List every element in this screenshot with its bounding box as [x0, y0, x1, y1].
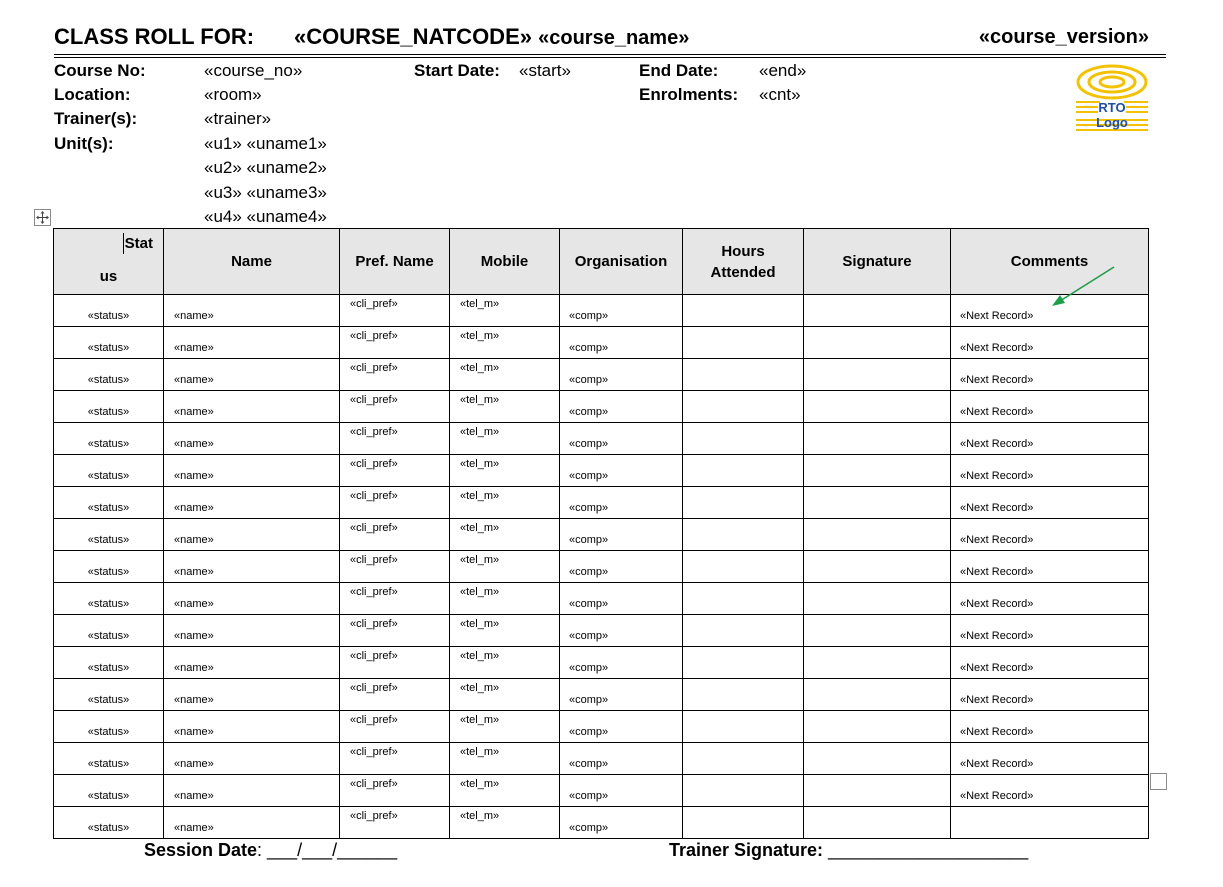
row-signature[interactable] — [804, 327, 951, 359]
row-pref-name: «cli_pref» — [340, 455, 450, 487]
row-mobile: «tel_m» — [450, 327, 560, 359]
table-row — [54, 359, 1149, 391]
row-comment: «Next Record» — [951, 711, 1149, 743]
row-hours-attended[interactable] — [683, 647, 804, 679]
row-signature[interactable] — [804, 519, 951, 551]
row-pref-name: «cli_pref» — [340, 679, 450, 711]
rto-logo — [1074, 64, 1150, 136]
row-signature[interactable] — [804, 423, 951, 455]
row-organisation: «comp» — [560, 743, 683, 775]
row-organisation: «comp» — [560, 775, 683, 807]
row-status: «status» — [54, 807, 164, 839]
session-date-blank: : ___/___/______ — [257, 840, 398, 860]
row-status: «status» — [54, 519, 164, 551]
header-comments: Comments — [951, 229, 1149, 295]
course-code: «COURSE_NATCODE» — [294, 24, 532, 49]
row-comment: «Next Record» — [951, 391, 1149, 423]
table-row — [54, 615, 1149, 647]
row-organisation: «comp» — [560, 615, 683, 647]
header-pref-name: Pref. Name — [340, 229, 450, 295]
title-rule-top — [54, 54, 1166, 55]
row-name: «name» — [164, 423, 340, 455]
row-mobile: «tel_m» — [450, 615, 560, 647]
course-version: «course_version» — [978, 26, 1149, 48]
unit-line: «u3» «uname3» — [204, 183, 327, 202]
table-row — [54, 807, 1149, 839]
row-name: «name» — [164, 743, 340, 775]
row-name: «name» — [164, 295, 340, 327]
units-label: Unit(s): — [54, 134, 114, 153]
row-comment — [951, 807, 1149, 839]
row-hours-attended[interactable] — [683, 455, 804, 487]
row-hours-attended[interactable] — [683, 519, 804, 551]
enrolments-label: Enrolments: — [639, 85, 739, 104]
row-name: «name» — [164, 775, 340, 807]
row-name: «name» — [164, 487, 340, 519]
row-pref-name: «cli_pref» — [340, 487, 450, 519]
header-signature: Signature — [804, 229, 951, 295]
row-status: «status» — [54, 391, 164, 423]
row-status: «status» — [54, 551, 164, 583]
table-row — [54, 519, 1149, 551]
row-status: «status» — [54, 743, 164, 775]
trainer-label: Trainer(s): — [54, 109, 138, 128]
table-header-row — [54, 229, 1149, 295]
location-value: «room» — [204, 85, 262, 104]
row-comment: «Next Record» — [951, 295, 1149, 327]
enrolments-value: «cnt» — [759, 85, 801, 104]
table-row — [54, 551, 1149, 583]
row-status: «status» — [54, 775, 164, 807]
header-status-part1: Stat — [123, 233, 163, 254]
row-hours-attended[interactable] — [683, 391, 804, 423]
row-organisation: «comp» — [560, 807, 683, 839]
row-organisation: «comp» — [560, 327, 683, 359]
unit-line: «u1» «uname1» — [204, 134, 327, 153]
row-mobile: «tel_m» — [450, 647, 560, 679]
logo-text-line2: Logo — [1096, 115, 1128, 130]
row-name: «name» — [164, 583, 340, 615]
header-mobile: Mobile — [450, 229, 560, 295]
row-status: «status» — [54, 455, 164, 487]
row-pref-name: «cli_pref» — [340, 807, 450, 839]
row-pref-name: «cli_pref» — [340, 423, 450, 455]
row-mobile: «tel_m» — [450, 583, 560, 615]
row-organisation: «comp» — [560, 679, 683, 711]
row-comment: «Next Record» — [951, 519, 1149, 551]
row-name: «name» — [164, 359, 340, 391]
table-row — [54, 327, 1149, 359]
row-pref-name: «cli_pref» — [340, 519, 450, 551]
row-pref-name: «cli_pref» — [340, 551, 450, 583]
row-organisation: «comp» — [560, 519, 683, 551]
row-comment: «Next Record» — [951, 583, 1149, 615]
trainer-signature-blank: ____________________ — [828, 840, 1029, 860]
header-hours-line1: Hours — [721, 242, 765, 260]
row-hours-attended[interactable] — [683, 423, 804, 455]
row-status: «status» — [54, 615, 164, 647]
row-signature[interactable] — [804, 807, 951, 839]
row-signature[interactable] — [804, 551, 951, 583]
end-date-label: End Date: — [639, 61, 719, 80]
unit-line: «u2» «uname2» — [204, 158, 327, 177]
row-pref-name: «cli_pref» — [340, 615, 450, 647]
row-status: «status» — [54, 583, 164, 615]
row-mobile: «tel_m» — [450, 423, 560, 455]
start-date-value: «start» — [519, 61, 571, 80]
row-hours-attended[interactable] — [683, 775, 804, 807]
row-name: «name» — [164, 679, 340, 711]
row-organisation: «comp» — [560, 551, 683, 583]
title-row — [54, 24, 1149, 52]
title-rule-bottom — [54, 57, 1166, 58]
row-comment: «Next Record» — [951, 679, 1149, 711]
row-hours-attended[interactable] — [683, 327, 804, 359]
row-signature[interactable] — [804, 743, 951, 775]
row-mobile: «tel_m» — [450, 519, 560, 551]
course-name: «course_name» — [538, 27, 690, 49]
row-status: «status» — [54, 711, 164, 743]
row-pref-name: «cli_pref» — [340, 295, 450, 327]
row-hours-attended[interactable] — [683, 679, 804, 711]
row-name: «name» — [164, 615, 340, 647]
end-date-value: «end» — [759, 61, 807, 80]
row-status: «status» — [54, 487, 164, 519]
row-hours-attended[interactable] — [683, 295, 804, 327]
row-pref-name: «cli_pref» — [340, 359, 450, 391]
row-signature[interactable] — [804, 711, 951, 743]
row-hours-attended[interactable] — [683, 551, 804, 583]
row-signature[interactable] — [804, 295, 951, 327]
row-mobile: «tel_m» — [450, 391, 560, 423]
row-signature[interactable] — [804, 391, 951, 423]
row-pref-name: «cli_pref» — [340, 775, 450, 807]
row-mobile: «tel_m» — [450, 295, 560, 327]
row-organisation: «comp» — [560, 295, 683, 327]
row-comment: «Next Record» — [951, 551, 1149, 583]
row-mobile: «tel_m» — [450, 679, 560, 711]
header-hours-line2: Attended — [710, 263, 776, 281]
session-date-label: Session Date — [144, 840, 258, 860]
row-hours-attended[interactable] — [683, 583, 804, 615]
table-row — [54, 647, 1149, 679]
row-organisation: «comp» — [560, 359, 683, 391]
row-mobile: «tel_m» — [450, 743, 560, 775]
row-hours-attended[interactable] — [683, 359, 804, 391]
table-row — [54, 391, 1149, 423]
table-row — [54, 295, 1149, 327]
start-date-label: Start Date: — [414, 61, 500, 80]
row-comment: «Next Record» — [951, 487, 1149, 519]
row-pref-name: «cli_pref» — [340, 647, 450, 679]
row-name: «name» — [164, 647, 340, 679]
table-move-handle-icon[interactable] — [34, 209, 51, 226]
row-mobile: «tel_m» — [450, 551, 560, 583]
row-organisation: «comp» — [560, 455, 683, 487]
row-comment: «Next Record» — [951, 455, 1149, 487]
class-roll-table — [53, 228, 1149, 839]
row-mobile: «tel_m» — [450, 487, 560, 519]
row-hours-attended[interactable] — [683, 711, 804, 743]
row-status: «status» — [54, 423, 164, 455]
row-pref-name: «cli_pref» — [340, 327, 450, 359]
row-pref-name: «cli_pref» — [340, 711, 450, 743]
row-signature[interactable] — [804, 679, 951, 711]
logo-text-line1: RTO — [1098, 100, 1126, 115]
table-row — [54, 423, 1149, 455]
header-organisation: Organisation — [560, 229, 683, 295]
row-pref-name: «cli_pref» — [340, 391, 450, 423]
course-no-value: «course_no» — [204, 61, 303, 80]
row-signature[interactable] — [804, 455, 951, 487]
row-status: «status» — [54, 359, 164, 391]
row-comment: «Next Record» — [951, 647, 1149, 679]
row-signature[interactable] — [804, 775, 951, 807]
row-signature[interactable] — [804, 359, 951, 391]
row-organisation: «comp» — [560, 391, 683, 423]
row-pref-name: «cli_pref» — [340, 743, 450, 775]
course-no-label: Course No: — [54, 61, 146, 80]
location-label: Location: — [54, 85, 131, 104]
row-organisation: «comp» — [560, 423, 683, 455]
annotation-arrow-icon — [1048, 263, 1120, 309]
row-status: «status» — [54, 327, 164, 359]
row-mobile: «tel_m» — [450, 359, 560, 391]
row-comment: «Next Record» — [951, 743, 1149, 775]
row-signature[interactable] — [804, 487, 951, 519]
table-row — [54, 487, 1149, 519]
row-organisation: «comp» — [560, 583, 683, 615]
row-name: «name» — [164, 551, 340, 583]
row-comment: «Next Record» — [951, 359, 1149, 391]
row-name: «name» — [164, 327, 340, 359]
table-row — [54, 679, 1149, 711]
trainer-signature — [669, 840, 1028, 861]
row-organisation: «comp» — [560, 647, 683, 679]
row-comment: «Next Record» — [951, 423, 1149, 455]
trainer-signature-label: Trainer Signature: — [669, 840, 829, 860]
row-hours-attended[interactable] — [683, 487, 804, 519]
row-name: «name» — [164, 391, 340, 423]
header-name: Name — [164, 229, 340, 295]
row-signature[interactable] — [804, 583, 951, 615]
row-mobile: «tel_m» — [450, 455, 560, 487]
title-label: CLASS ROLL FOR: — [54, 24, 255, 49]
unit-line: «u4» «uname4» — [204, 207, 327, 226]
header-status — [54, 229, 164, 295]
table-row — [54, 455, 1149, 487]
row-signature[interactable] — [804, 647, 951, 679]
row-signature[interactable] — [804, 615, 951, 647]
table-row — [54, 711, 1149, 743]
four-arrow-move-icon — [35, 210, 50, 225]
row-comment: «Next Record» — [951, 327, 1149, 359]
row-hours-attended[interactable] — [683, 615, 804, 647]
row-name: «name» — [164, 455, 340, 487]
row-hours-attended[interactable] — [683, 743, 804, 775]
session-date — [144, 840, 397, 861]
row-organisation: «comp» — [560, 487, 683, 519]
table-row — [54, 583, 1149, 615]
row-name: «name» — [164, 711, 340, 743]
row-mobile: «tel_m» — [450, 775, 560, 807]
row-status: «status» — [54, 679, 164, 711]
row-name: «name» — [164, 807, 340, 839]
row-status: «status» — [54, 295, 164, 327]
row-status: «status» — [54, 647, 164, 679]
header-status-part2: us — [99, 268, 118, 285]
title-course — [294, 24, 689, 50]
table-resize-handle-icon[interactable] — [1150, 773, 1167, 790]
row-mobile: «tel_m» — [450, 711, 560, 743]
row-organisation: «comp» — [560, 711, 683, 743]
trainer-value: «trainer» — [204, 109, 272, 128]
row-pref-name: «cli_pref» — [340, 583, 450, 615]
header-hours-attended — [683, 229, 804, 295]
table-row — [54, 743, 1149, 775]
row-hours-attended[interactable] — [683, 807, 804, 839]
table-row — [54, 775, 1149, 807]
row-comment: «Next Record» — [951, 615, 1149, 647]
row-name: «name» — [164, 519, 340, 551]
row-mobile: «tel_m» — [450, 807, 560, 839]
row-comment: «Next Record» — [951, 775, 1149, 807]
